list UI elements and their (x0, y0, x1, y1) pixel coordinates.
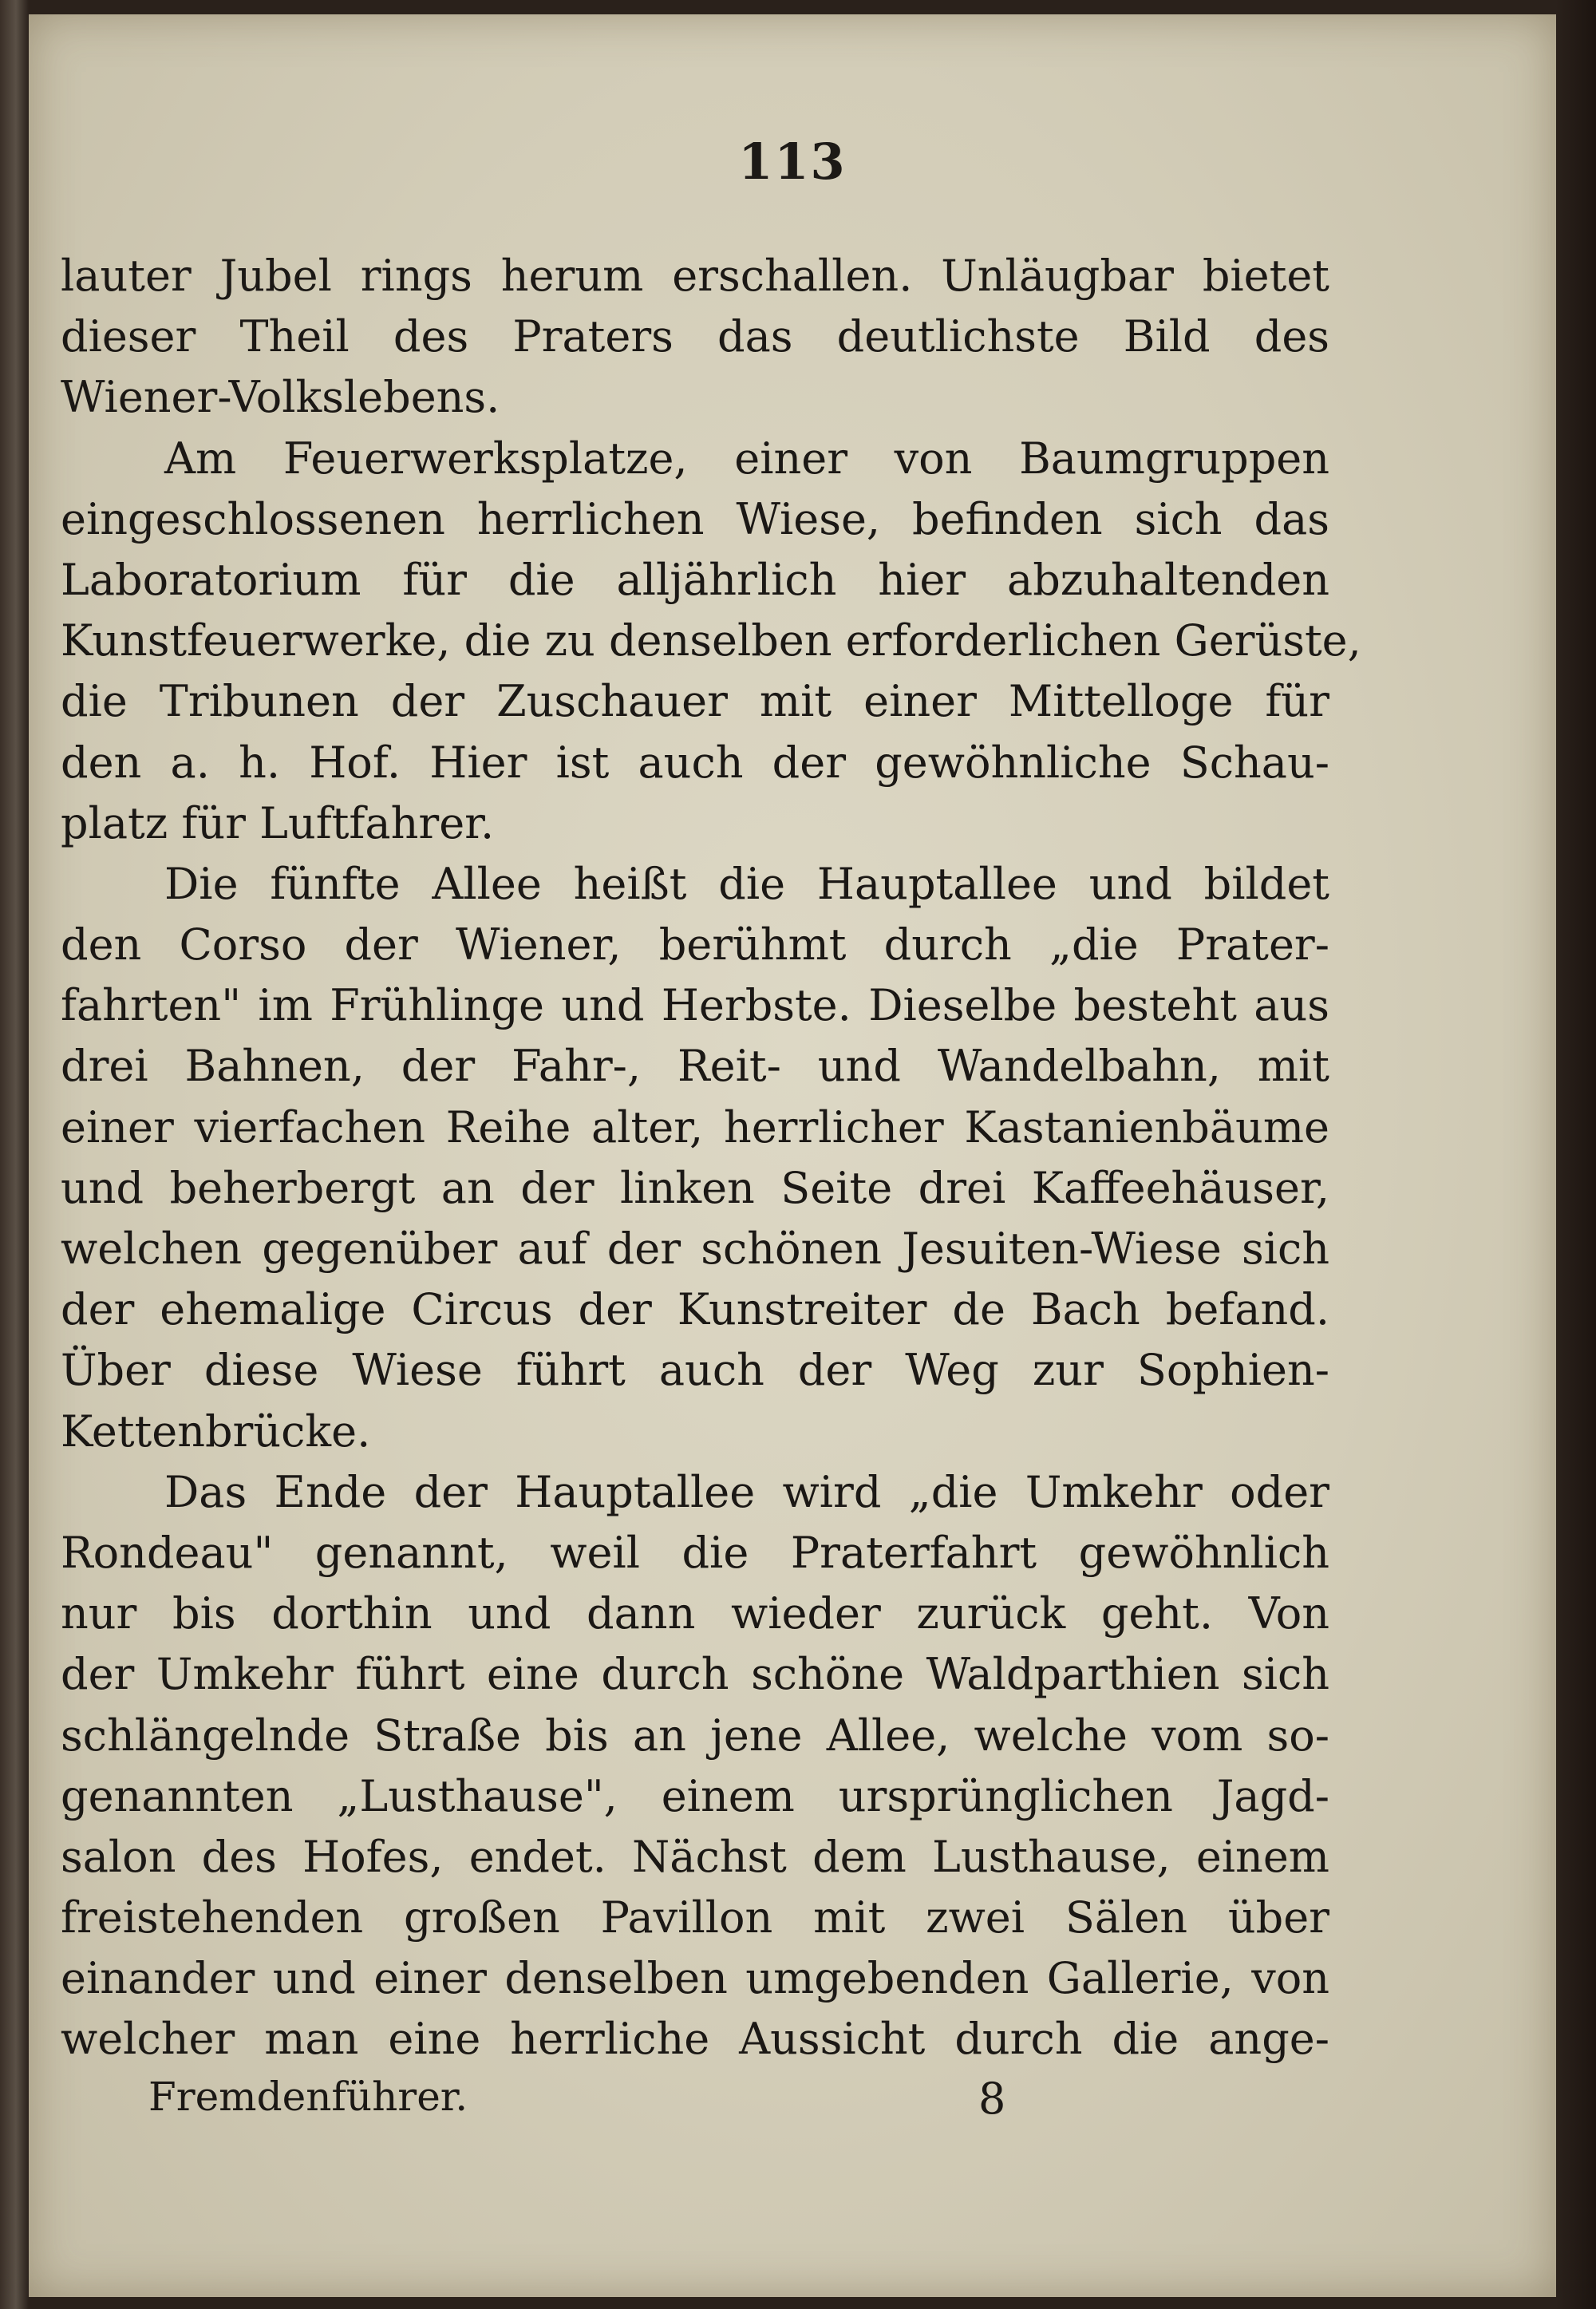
text-line: der ehemalige Circus der Kunstreiter de Bach befand. (61, 1284, 1329, 1335)
text-line: die Tribunen der Zuschauer mit einer Mittelloge für (61, 676, 1329, 727)
text-line: der Umkehr führt eine durch schöne Waldparthien sich (61, 1649, 1329, 1700)
text-line: Am Feuerwerksplatze, einer von Baumgruppen (164, 433, 1329, 484)
text-line: dieser Theil des Praters das deutlichste Bild des (61, 311, 1329, 362)
text-line: welcher man eine herrliche Aussicht durch die ange- (61, 2014, 1329, 2065)
text-line: fahrten" im Frühlinge und Herbste. Dieselbe besteht aus (61, 980, 1329, 1031)
text-line: Laboratorium für die alljährlich hier abzuhaltenden (61, 554, 1329, 605)
body-text (61, 246, 1361, 2070)
text-line: einander und einer denselben umgebenden Gallerie, von (61, 1953, 1329, 2004)
text-line: Rondeau" genannt, weil die Praterfahrt gewöhnlich (61, 1527, 1329, 1578)
text-line: salon des Hofes, endet. Nächst dem Lusthause, einem (61, 1831, 1329, 1882)
book-page (29, 14, 1556, 2297)
text-line: und beherbergt an der linken Seite drei Kaffeehäuser, (61, 1162, 1329, 1213)
text-line: drei Bahnen, der Fahr-, Reit- und Wandelbahn, mit (61, 1041, 1329, 1092)
text-line: Die fünfte Allee heißt die Hauptallee und bildet (164, 858, 1329, 909)
text-line: Kunstfeuerwerke, die zu denselben erforderlichen Gerüste, (61, 615, 1361, 666)
text-line: eingeschlossenen herrlichen Wiese, befinden sich das (61, 493, 1329, 544)
text-line: lauter Jubel rings herum erschallen. Unläugbar bietet (61, 251, 1329, 301)
text-line: schlängelnde Straße bis an jene Allee, welche vom so- (61, 1710, 1329, 1761)
text-line: Über diese Wiese führt auch der Weg zur Sophien- (61, 1345, 1329, 1396)
text-line: welchen gegenüber auf der schönen Jesuiten-Wiese sich (61, 1224, 1329, 1274)
text-line: Kettenbrücke. (61, 1406, 371, 1457)
footer-signature: Fremdenführer. (148, 2074, 468, 2120)
text-line: platz für Luftfahrer. (61, 797, 495, 848)
text-line: Wiener-Volkslebens. (61, 372, 500, 423)
text-line: Das Ende der Hauptallee wird „die Umkehr oder (164, 1466, 1329, 1517)
text-line: einer vierfachen Reihe alter, herrlicher Kastanienbäume (61, 1101, 1329, 1153)
footer-sheet-mark: 8 (978, 2074, 1006, 2124)
text-line: genannten „Lusthause", einem ursprünglichen Jagd- (61, 1770, 1329, 1821)
text-line: freistehenden großen Pavillon mit zwei Sälen über (61, 1892, 1329, 1943)
page-number: 113 (738, 132, 847, 191)
text-line: nur bis dorthin und dann wieder zurück geht. Von (61, 1588, 1329, 1639)
text-line: den Corso der Wiener, berühmt durch „die Prater- (61, 919, 1329, 971)
text-line: den a. h. Hof. Hier ist auch der gewöhnliche Schau- (61, 737, 1329, 788)
